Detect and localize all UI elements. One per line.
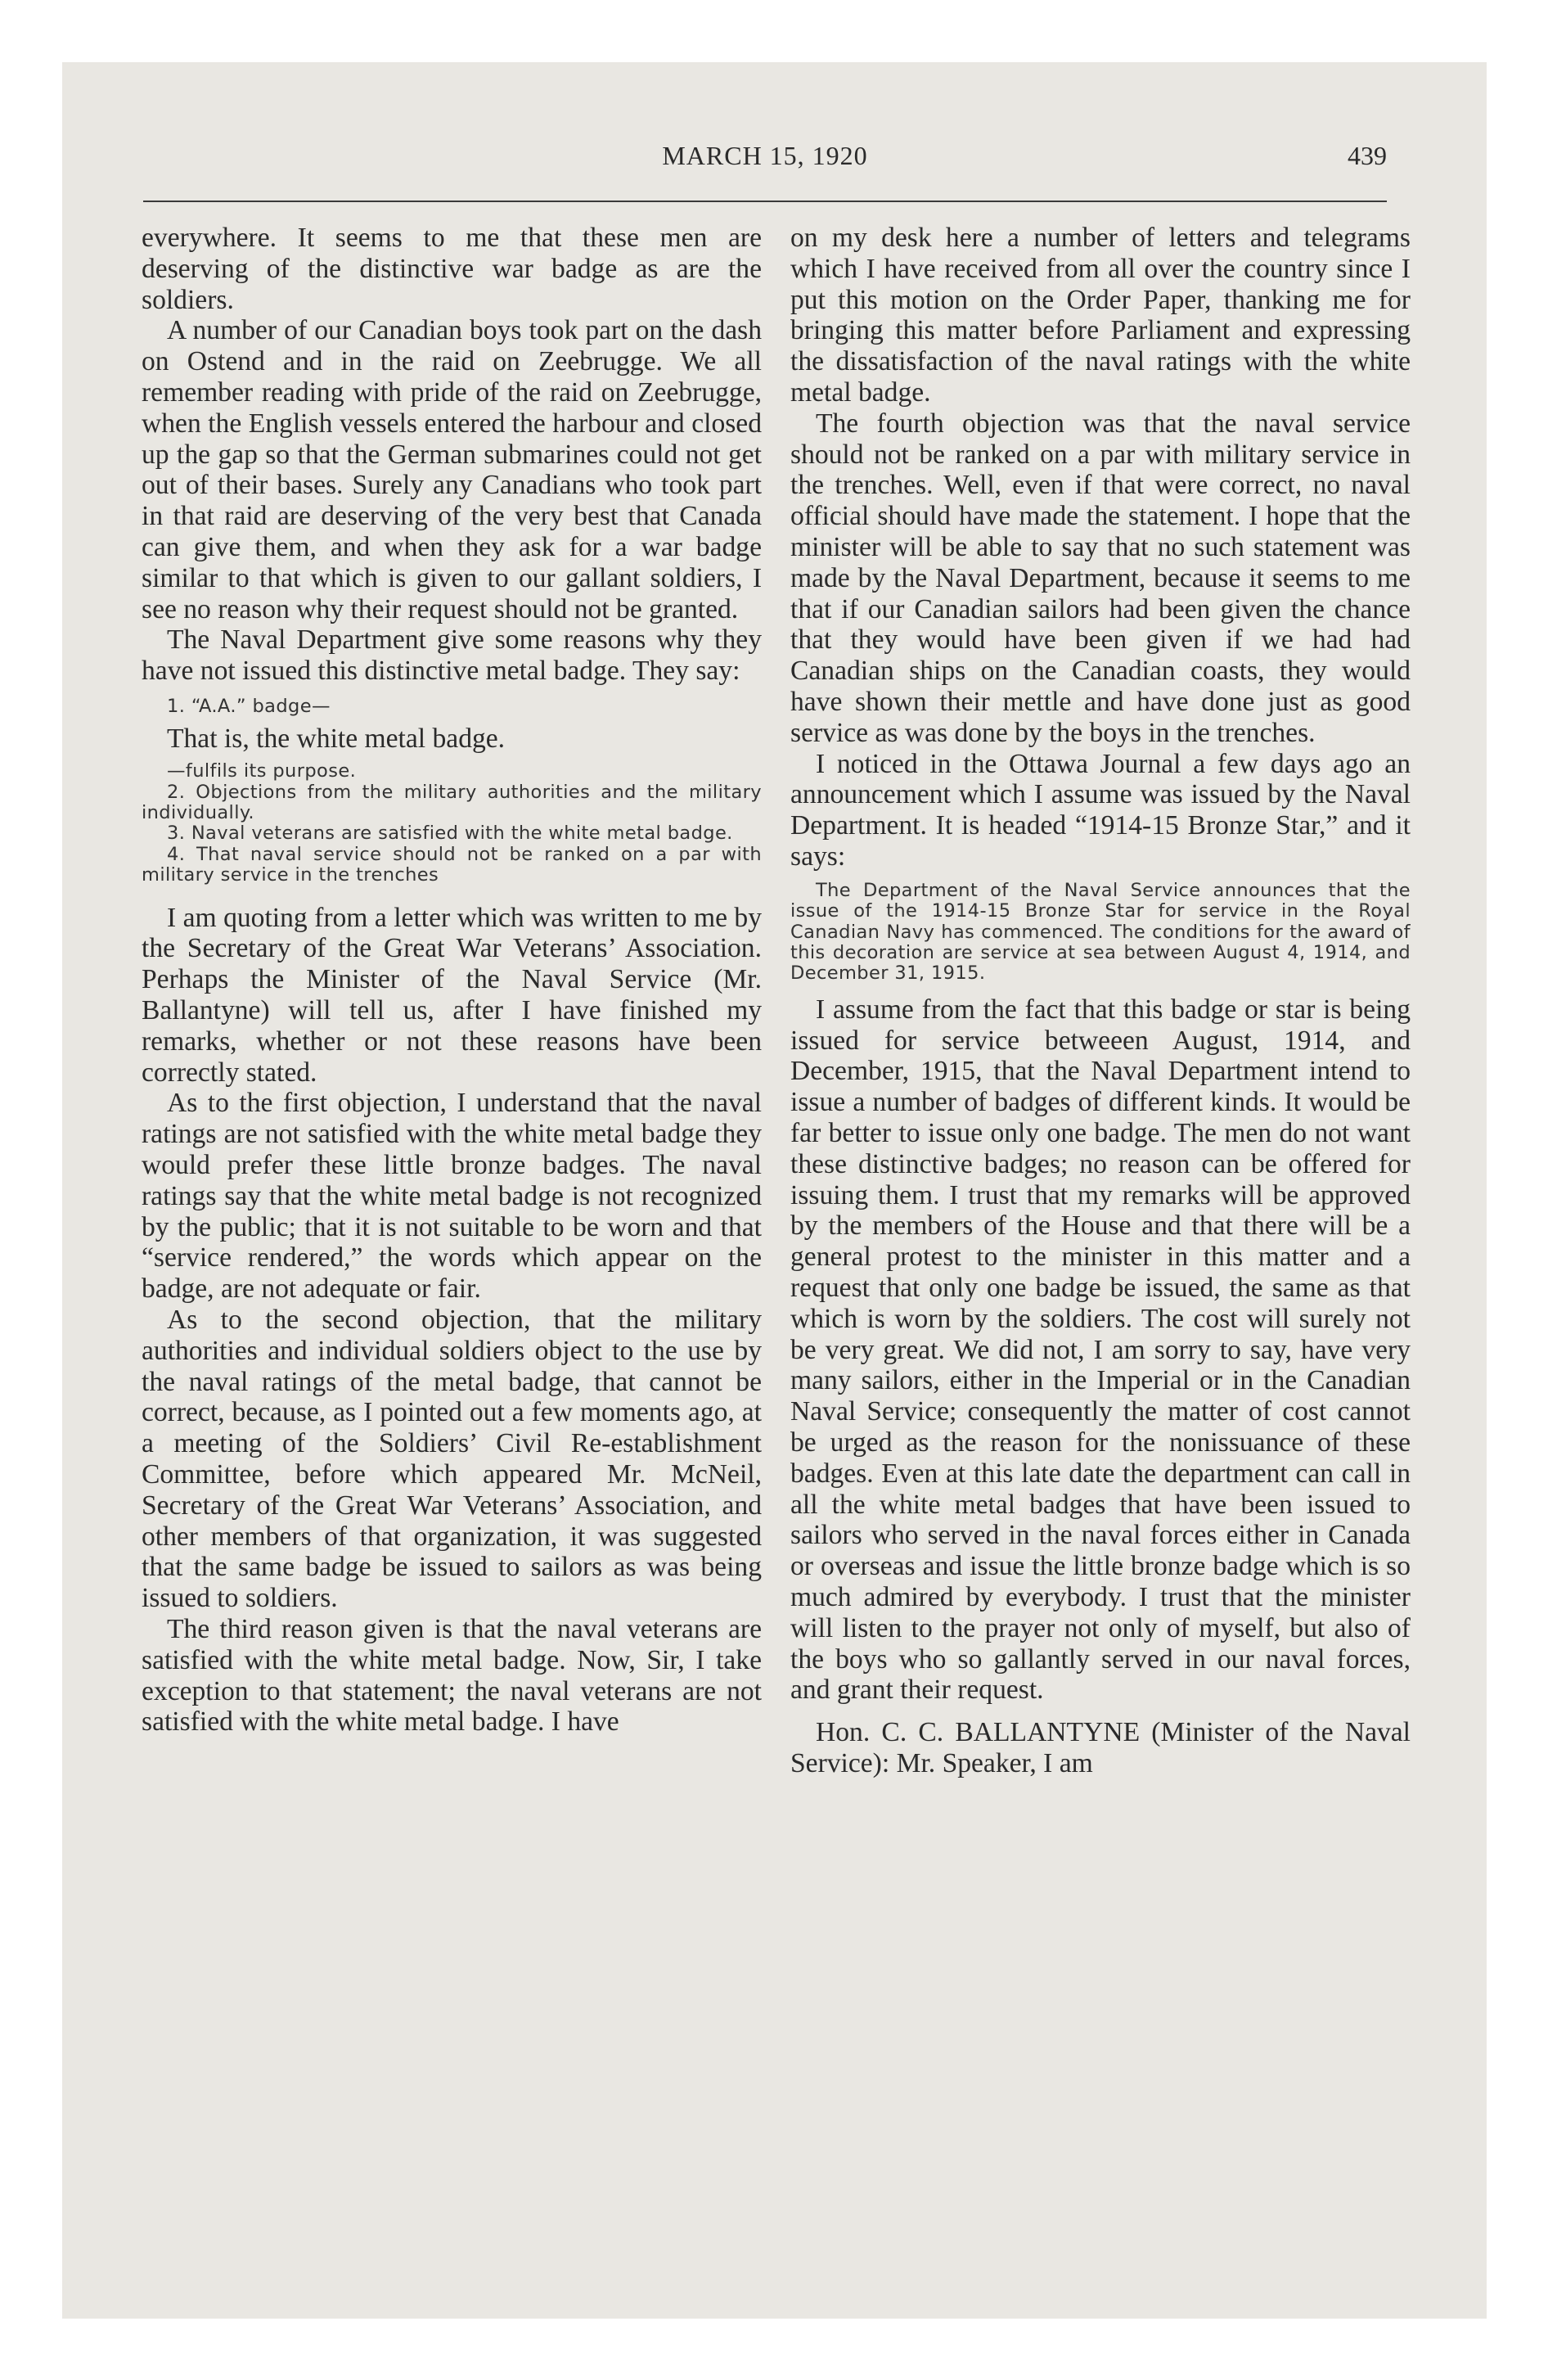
quoted-list-item: 4. That naval service should not be ranked on a par with military service in the trenches (142, 843, 762, 886)
quoted-list-item: 3. Naval veterans are satisfied with the white metal badge. (167, 823, 733, 845)
quoted-list-item: —fulfils its purpose. (167, 760, 357, 782)
paragraph: I assume from the fact that this badge or star is being issued for service betweeen August, 1914, and December, 1915, that the Naval Department intend to issue a number of badges of different kinds. It would be far better to issue only one badge. The men do not want these distinctive badges; no reason can be offered for issuing them. I trust that my remarks will be approved by the members of the House and that there will be a general protest to the minister in this matter and a request that only one badge be issued, the same as that which is worn by the soldiers. The cost will surely not be very great. We did not, I am sorry to say, have very many sailors, either in the Imperial or in the Canadian Naval Service; consequently the matter of cost cannot be urged as the reason for the nonissuance of these badges. Even at this late date the department can call in all the white metal badges that have been issued to sailors who served in the naval forces either in Canada or overseas and issue the little bronze badge which is so much admired by everybody. I trust that the minister will listen to the prayer not only of myself, but also of the boys who so gallantly served in our naval forces, and grant their request. (790, 994, 1411, 1706)
paragraph: on my desk here a number of letters and telegrams which I have received from all over the country since I put this motion on the Order Paper, thanking me for bringing this matter before Parliament and expressing the dissatisfaction of the naval ratings with the white metal badge. (790, 223, 1411, 408)
left-column (142, 223, 762, 1738)
paragraph: As to the first objection, I understand that the naval ratings are not satisfied with the white metal badge they would prefer these little bronze badges. The naval ratings say that the white metal badge is not recognized by the public; that it is not suitable to be worn and that “service rendered,” the words which appear on the badge, are not adequate or fair. (142, 1088, 762, 1305)
paragraph: The Naval Department give some reasons why they have not issued this distinctive metal badge. They say: (142, 624, 762, 687)
paragraph: That is, the white metal badge. (167, 723, 506, 755)
paragraph: As to the second objection, that the military authorities and individual soldiers object to the use by the naval ratings of the metal badge, that cannot be correct, because, as I pointed out a few moments ago, at a meeting of the Soldiers’ Civil Re-establishment Committee, before which appeared Mr. McNeil, Secretary of the Great War Veterans’ Association, and other members of that organization, it was suggested that the same badge be issued to sailors as was being issued to soldiers. (142, 1304, 762, 1614)
right-column (790, 223, 1411, 1779)
quoted-list-item: 1. “A.A.” badge— (167, 695, 331, 717)
speaker-paragraph: Hon. C. C. BALLANTYNE (Minister of the Naval Service): Mr. Speaker, I am (790, 1717, 1411, 1778)
quoted-announcement: The Department of the Naval Service announces that the issue of the 1914-15 Bronze Star for service in the Royal Canadian Navy has commenced. The conditions for the award of this decoration are service at sea between August 4, 1914, and December 31, 1915. (790, 879, 1411, 985)
paragraph: The third reason given is that the naval veterans are satisfied with the white metal badge. Now, Sir, I take exception to that statement; the naval veterans are not satisfied with the white metal badge. I have (142, 1613, 762, 1738)
header-date: MARCH 15, 1920 (662, 141, 868, 170)
page-number: 439 (1348, 141, 1387, 170)
page-header (143, 141, 1387, 183)
paragraph: The fourth objection was that the naval service should not be ranked on a par with military service in the trenches. Well, even if that were correct, no naval official should have made the statement. I hope that the minister will be able to say that no such statement was made by the Naval Department, because it seems to me that if our Canadian sailors had been given the chance that they would have been given if we had had Canadian ships on the Canadian coasts, they would have shown their mettle and have done just as good service as was done by the boys in the trenches. (790, 408, 1411, 748)
paragraph: I am quoting from a letter which was written to me by the Secretary of the Great War Veterans’ Association. Perhaps the Minister of the Naval Service (Mr. Ballantyne) will tell us, after I have finished my remarks, whether or not these reasons have been correctly stated. (142, 902, 762, 1088)
paragraph: A number of our Canadian boys took part on the dash on Ostend and in the raid on Zeebrugge. We all remember reading with pride of the raid on Zeebrugge, when the English vessels entered the harbour and closed up the gap so that the German submarines could not get out of their bases. Surely any Canadians who took part in that raid are deserving of the very best that Canada can give them, and when they ask for a war badge similar to that which is given to our gallant soldiers, I see no reason why their request should not be granted. (142, 315, 762, 624)
header-rule (143, 201, 1387, 202)
quoted-list-item: 2. Objections from the military authorities and the military individually. (142, 781, 762, 823)
paragraph: I noticed in the Ottawa Journal a few days ago an announcement which I assume was issued by the Naval Department. It is headed “1914-15 Bronze Star,” and it says: (790, 748, 1411, 872)
paragraph: everywhere. It seems to me that these men are deserving of the distinctive war badge as are the soldiers. (142, 223, 762, 315)
